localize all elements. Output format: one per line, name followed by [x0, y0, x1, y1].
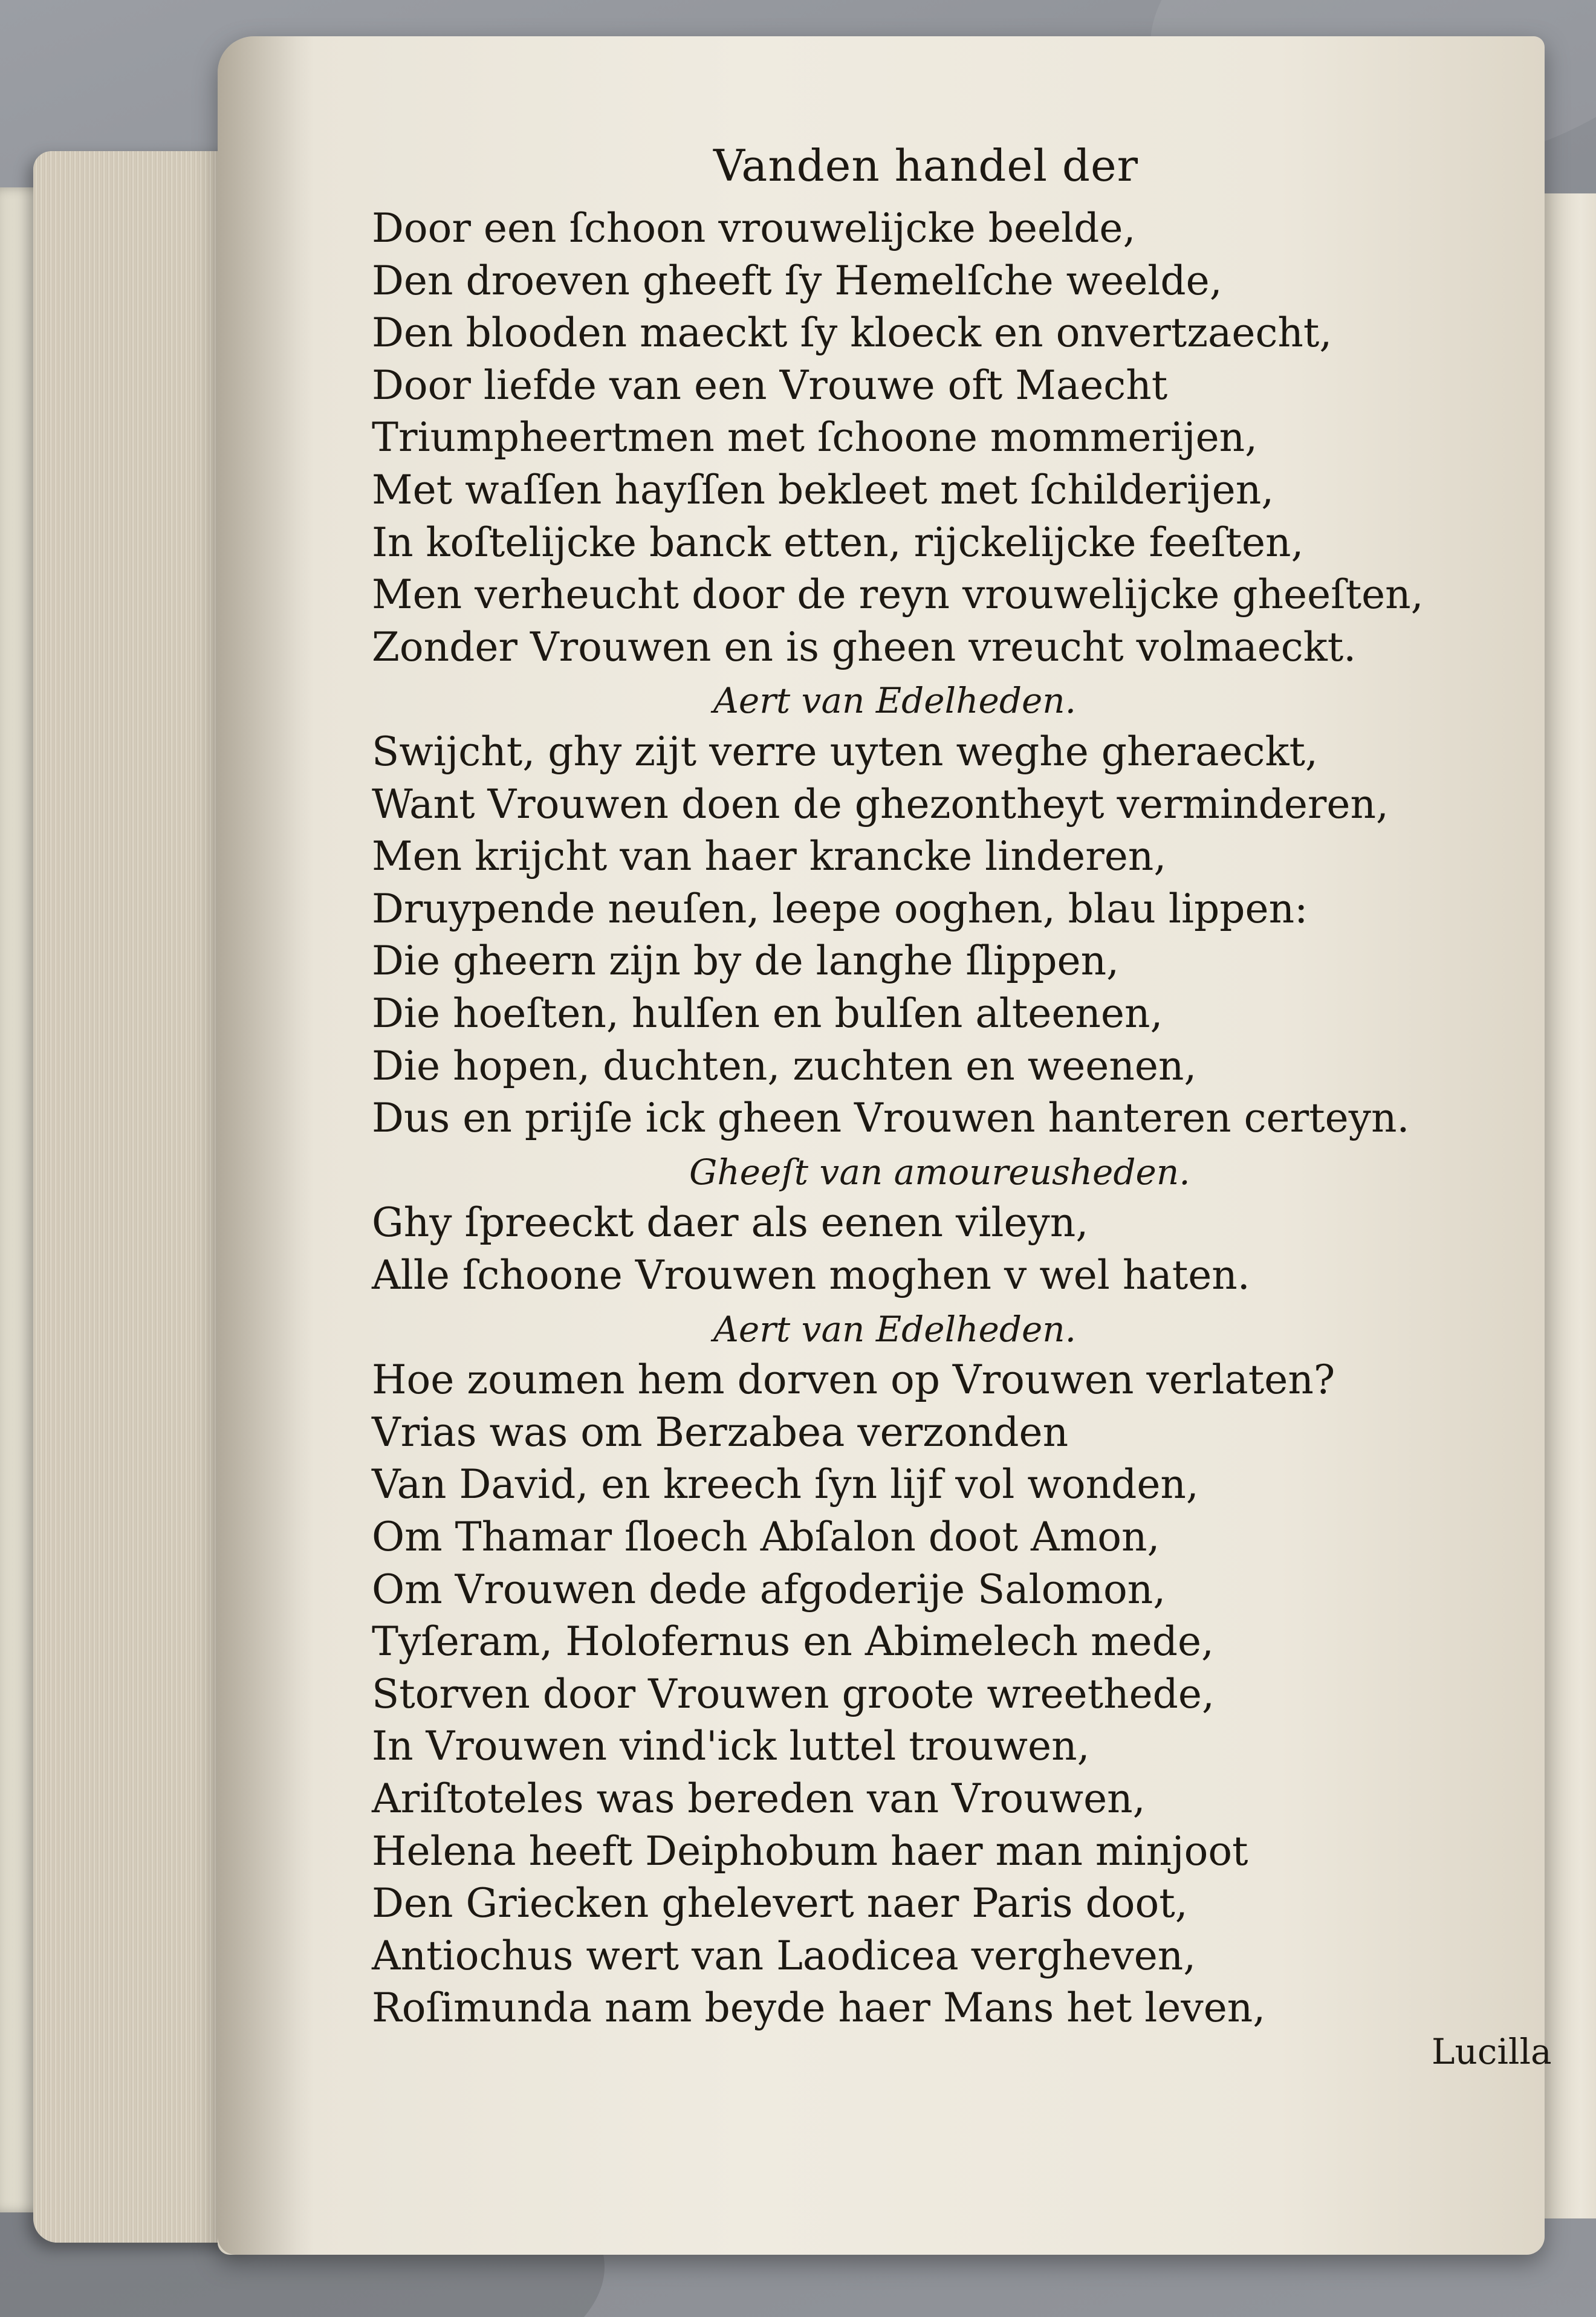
- gutter-shadow: [218, 36, 314, 2255]
- verse-line: Antiochus wert van Laodicea vergheven,: [372, 1932, 1196, 1979]
- verse-line: Men verheucht door de reyn vrouwelijcke gheeſten,: [372, 571, 1424, 618]
- verse-line: Tyſeram, Holofernus en Abimelech mede,: [372, 1618, 1215, 1665]
- verse-line: Die hopen, duchten, zuchten en weenen,: [372, 1042, 1197, 1089]
- verse-line: Roſimunda nam beyde haer Mans het leven,: [372, 1985, 1266, 2032]
- verse-line: Van David, en kreech ſyn lijf vol wonden,: [372, 1461, 1199, 1508]
- verse-line: Den Griecken ghelevert naer Paris doot,: [372, 1880, 1188, 1927]
- verse-line: Zonder Vrouwen en is gheen vreucht volmaeckt.: [372, 623, 1357, 670]
- verse-line: Den droeven gheeft ſy Hemelſche weelde,: [372, 257, 1222, 304]
- verse-line: Swijcht, ghy zijt verre uyten weghe gheraeckt,: [372, 728, 1319, 775]
- verse-line: Door een ſchoon vrouwelijcke beelde,: [372, 205, 1136, 251]
- verse-line: Die hoeſten, hulſen en bulſen alteenen,: [372, 990, 1163, 1037]
- catchword: Lucilla: [1432, 2031, 1552, 2072]
- verse-line: In koſtelijcke banck etten, rijckelijcke feeſten,: [372, 519, 1304, 566]
- verse-line: Ariſtoteles was bereden van Vrouwen,: [372, 1775, 1146, 1822]
- verse-line: Dus en prijſe ick gheen Vrouwen hanteren certeyn.: [372, 1095, 1410, 1142]
- verse-line: Met waſſen hayſſen bekleet met ſchilderijen,: [372, 467, 1274, 513]
- verse-line: In Vrouwen vind'ick luttel trouwen,: [372, 1723, 1090, 1770]
- verse-line: Ghy ſpreeckt daer als eenen vileyn,: [372, 1199, 1089, 1246]
- verse-line: Alle ſchoone Vrouwen moghen v wel haten.: [372, 1252, 1250, 1298]
- speaker-name: Aert van Edelheden.: [713, 680, 1077, 722]
- verse-line: Vrias was om Berzabea verzonden: [372, 1408, 1069, 1456]
- verse-line: Hoe zoumen hem dorven op Vrouwen verlaten?: [372, 1356, 1335, 1404]
- verse-line: Druypende neuſen, leepe ooghen, blau lippen:: [372, 885, 1308, 932]
- verse-line: Om Vrouwen dede afgoderije Salomon,: [372, 1566, 1166, 1613]
- verse-line: Men krijcht van haer krancke linderen,: [372, 833, 1167, 880]
- verse-line: Storven door Vrouwen groote wreethede,: [372, 1670, 1215, 1717]
- speaker-name: Gheeſt van amoureusheden.: [689, 1151, 1190, 1193]
- running-head: Vanden handel der: [713, 140, 1139, 191]
- verse-line: Door liefde van een Vrouwe oft Maecht: [372, 361, 1168, 409]
- verse-line: Want Vrouwen doen de ghezontheyt verminderen,: [372, 780, 1389, 828]
- speaker-name: Aert van Edelheden.: [713, 1308, 1077, 1350]
- verse-line: Helena heeft Deiphobum haer man minjoot: [372, 1827, 1248, 1875]
- verse-line: Triumpheertmen met ſchoone mommerijen,: [372, 414, 1258, 461]
- verse-line: Den blooden maeckt ſy kloeck en onvertzaecht,: [372, 309, 1332, 357]
- verse-line: Om Thamar ſloech Abſalon doot Amon,: [372, 1514, 1160, 1560]
- verse-line: Die gheern zijn by de langhe ſlippen,: [372, 938, 1120, 985]
